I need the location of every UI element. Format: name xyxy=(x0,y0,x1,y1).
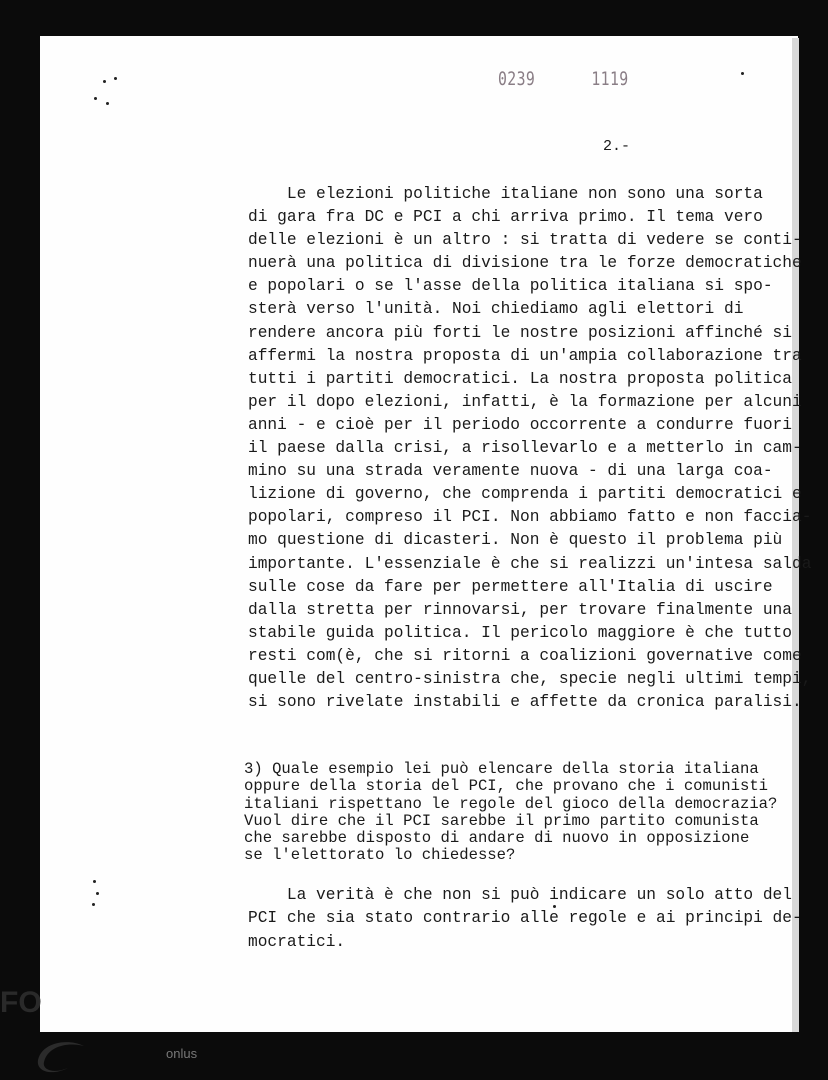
speck-mark xyxy=(94,97,97,100)
speck-mark xyxy=(96,892,99,895)
text-line: mino su una strada veramente nuova - di una larga coa- xyxy=(248,462,773,481)
text-line: si sono rivelate instabili e affette da cronica paralisi. xyxy=(248,693,802,712)
text-line: sulle cose da fare per permettere all'Italia di uscire xyxy=(248,577,773,596)
text-line: stabile guida politica. Il pericolo maggiore è che tutto xyxy=(248,623,792,642)
text-line: PCI che sia stato contrario alle regole e ai principi de- xyxy=(248,909,802,928)
text-line: mo questione di dicasteri. Non è questo il problema più xyxy=(248,531,783,550)
archive-number-stamp: 0239 1119 xyxy=(498,68,629,90)
speck-mark xyxy=(553,905,556,908)
text-line: per il dopo elezioni, infatti, è la formazione per alcuni xyxy=(248,392,802,411)
text-line: mocratici. xyxy=(248,932,346,951)
speck-mark xyxy=(103,80,106,83)
text-line: nuerà una politica di divisione tra le forze democratiche xyxy=(248,254,802,273)
archive-logo: FO xyxy=(0,986,42,1019)
text-line: La verità è che non si può indicare un solo atto del xyxy=(248,886,792,904)
text-line: delle elezioni è un altro : si tratta di vedere se conti- xyxy=(248,231,802,250)
question-line: italiani rispettano le regole del gioco della democrazia? xyxy=(244,794,778,813)
answer-paragraph xyxy=(248,183,811,714)
text-line: resti com(è, che si ritorni a coalizioni governative come xyxy=(248,646,802,665)
speck-mark xyxy=(93,880,96,883)
text-line: dalla stretta per rinnovarsi, per trovare finalmente una xyxy=(248,600,792,619)
speck-mark xyxy=(741,72,744,75)
question-line: Vuol dire che il PCI sarebbe il primo partito comunista xyxy=(244,811,759,830)
archive-logo-subtitle: onlus xyxy=(166,1046,198,1061)
answer-paragraph-short xyxy=(248,884,802,954)
text-line: anni - e cioè per il periodo occorrente a condurre fuori xyxy=(248,415,792,434)
text-line: e popolari o se l'asse della politica italiana si spo- xyxy=(248,277,773,296)
speck-mark xyxy=(114,77,117,80)
text-line: importante. L'essenziale è che si realizzi un'intesa salda xyxy=(248,554,812,573)
question-paragraph xyxy=(244,761,777,865)
archive-logo-icon xyxy=(28,1032,92,1076)
page-number: 2.- xyxy=(603,138,631,155)
question-line: oppure della storia del PCI, che provano che i comunisti xyxy=(244,777,769,796)
text-line: lizione di governo, che comprenda i partiti democratici e xyxy=(248,485,802,504)
text-line: popolari, compreso il PCI. Non abbiamo fatto e non faccia- xyxy=(248,508,812,527)
text-line: Le elezioni politiche italiane non sono una sorta xyxy=(248,185,763,203)
question-line: che sarebbe disposto di andare di nuovo in opposizione xyxy=(244,829,750,848)
speck-mark xyxy=(92,903,95,906)
text-line: il paese dalla crisi, a risollevarlo e a metterlo in cam- xyxy=(248,439,802,458)
text-line: rendere ancora più forti le nostre posizioni affinché si xyxy=(248,323,792,342)
text-line: quelle del centro-sinistra che, specie negli ultimi tempi, xyxy=(248,669,812,688)
speck-mark xyxy=(106,102,109,105)
text-line: sterà verso l'unità. Noi chiediamo agli elettori di xyxy=(248,300,744,319)
question-line: se l'elettorato lo chiedesse? xyxy=(244,846,516,865)
question-line: 3) Quale esempio lei può elencare della storia italiana xyxy=(244,760,759,778)
text-line: di gara fra DC e PCI a chi arriva primo. Il tema vero xyxy=(248,208,763,227)
text-line: tutti i partiti democratici. La nostra proposta politica xyxy=(248,369,792,388)
text-line: affermi la nostra proposta di un'ampia collaborazione tra xyxy=(248,346,802,365)
